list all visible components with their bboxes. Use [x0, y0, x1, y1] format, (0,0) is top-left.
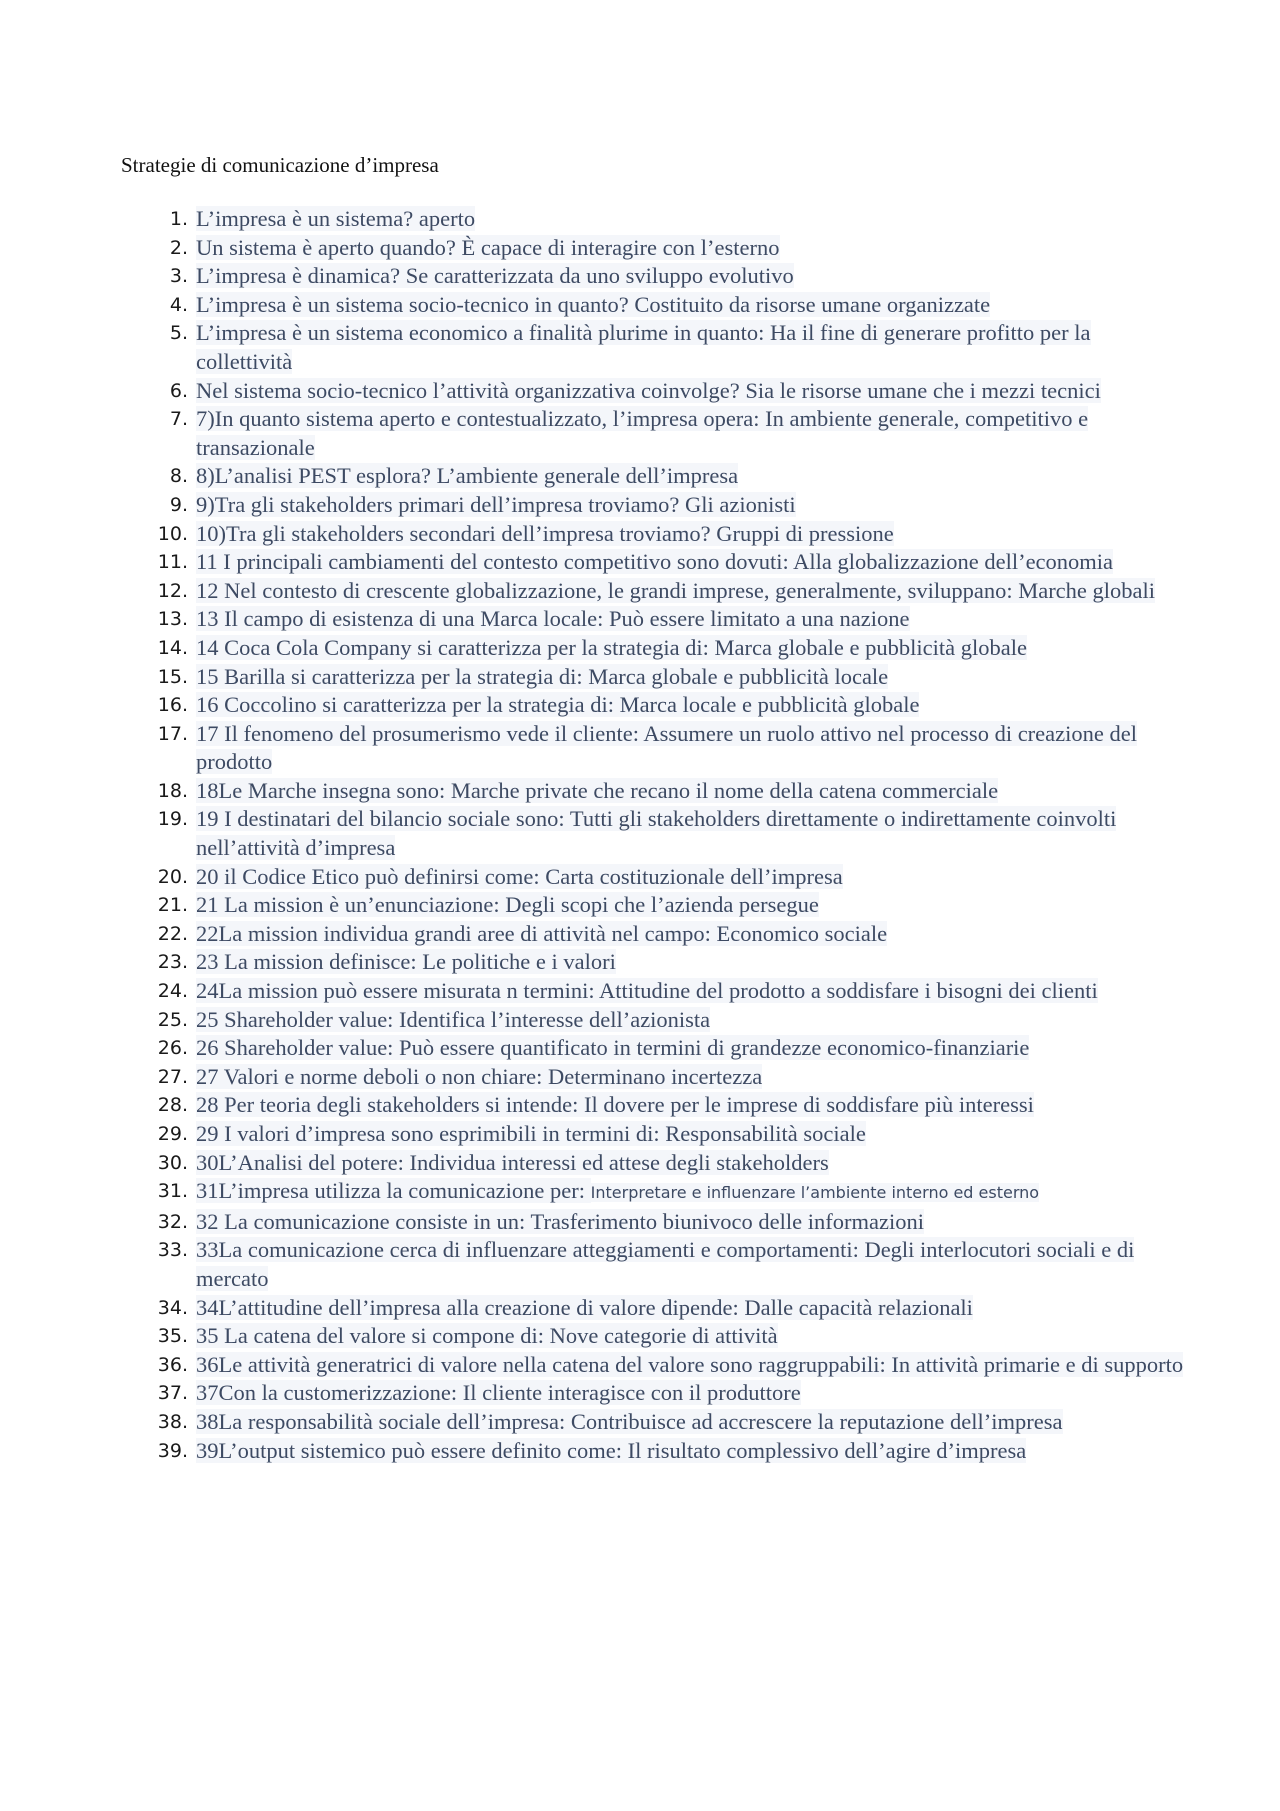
list-item — [121, 605, 1201, 634]
list-item-text — [196, 262, 1186, 291]
list-item-text-body: 27 Valori e norme deboli o non chiare: Determinano incertezza — [196, 1063, 763, 1089]
list-item-number: 15. — [157, 665, 188, 688]
list-item — [121, 691, 1201, 720]
list-item-number: 22. — [157, 922, 188, 945]
list-item-number: 20. — [157, 865, 188, 888]
list-item — [121, 291, 1201, 320]
list-item — [121, 1236, 1201, 1293]
list-item — [121, 1063, 1201, 1092]
list-item-text-body: L’impresa è un sistema economico a finalità plurime in quanto: Ha il fine di generare profitto per la collettività — [196, 320, 1091, 374]
list-item-text — [196, 1236, 1186, 1293]
list-item-text-body: 36Le attività generatrici di valore nella catena del valore sono raggruppabili: In attività primarie e di supporto — [196, 1351, 1184, 1377]
list-item — [121, 1208, 1201, 1237]
list-item — [121, 405, 1201, 462]
list-item-text-small: Interpretare e influenzare l’ambiente interno ed esterno — [590, 1183, 1040, 1203]
list-item-text — [196, 1379, 1186, 1408]
list-item — [121, 462, 1201, 491]
list-item-text — [196, 777, 1186, 806]
list-item — [121, 1177, 1201, 1208]
list-item-text — [196, 634, 1186, 663]
list-item-number: 5. — [169, 322, 188, 345]
list-item-text-body: 15 Barilla si caratterizza per la strategia di: Marca globale e pubblicità locale — [196, 663, 889, 689]
list-item — [121, 891, 1201, 920]
list-item-number: 1. — [169, 208, 188, 230]
list-item-number: 11. — [157, 551, 188, 574]
list-item — [121, 920, 1201, 949]
list-item-text-body: 18Le Marche insegna sono: Marche private che recano il nome della catena commerciale — [196, 777, 999, 803]
list-item-text — [196, 863, 1186, 892]
list-item — [121, 1437, 1201, 1466]
list-item-text-body: 11 I principali cambiamenti del contesto competitivo sono dovuti: Alla globalizzazione dell’economia — [196, 549, 1114, 575]
list-item — [121, 948, 1201, 977]
list-item-text — [196, 319, 1186, 376]
list-item-text — [196, 1351, 1186, 1380]
list-item-number: 18. — [157, 779, 188, 802]
list-item-text — [196, 291, 1186, 320]
list-item — [121, 234, 1201, 263]
list-item-number: 26. — [157, 1037, 188, 1060]
list-item-text — [196, 663, 1186, 692]
list-item-text-body: 13 Il campo di esistenza di una Marca locale: Può essere limitato a una nazione — [196, 606, 910, 632]
list-item — [121, 377, 1201, 406]
list-item-number: 23. — [157, 951, 188, 974]
list-item-text-body: L’impresa è dinamica? Se caratterizzata da uno sviluppo evolutivo — [196, 263, 794, 289]
list-item-text-body: 17 Il fenomeno del prosumerismo vede il cliente: Assumere un ruolo attivo nel processo di creazione del prodotto — [196, 720, 1137, 775]
page-title: Strategie di comunicazione d’impresa — [121, 153, 439, 177]
list-item-text — [196, 1437, 1186, 1466]
list-item-number: 38. — [157, 1410, 188, 1433]
list-item — [121, 1091, 1201, 1120]
list-item-text-body: 19 I destinatari del bilancio sociale sono: Tutti gli stakeholders direttamente o indirettamente coinvolti nell’attività d’impresa — [196, 806, 1117, 861]
list-item-text — [196, 234, 1186, 263]
list-item-number: 14. — [157, 636, 188, 659]
list-item-text — [196, 577, 1186, 606]
list-item — [121, 777, 1201, 806]
list-item-text-body: 26 Shareholder value: Può essere quantificato in termini di grandezze economico-finanziarie — [196, 1035, 1030, 1061]
list-item — [121, 1294, 1201, 1323]
list-item-number: 10. — [157, 522, 188, 545]
list-item-number: 12. — [157, 579, 188, 602]
list-item — [121, 720, 1201, 777]
list-item-number: 37. — [157, 1382, 188, 1405]
list-item-number: 8. — [169, 465, 188, 488]
list-item-number: 25. — [157, 1008, 188, 1031]
list-item-text — [196, 1006, 1186, 1035]
list-item-text-body: 28 Per teoria degli stakeholders si intende: Il dovere per le imprese di soddisfare più interessi — [196, 1092, 1034, 1118]
list-item-number: 33. — [157, 1239, 188, 1262]
list-item-text-body: 38La responsabilità sociale dell’impresa: Contribuisce ad accrescere la reputazione dell’impresa — [196, 1408, 1063, 1434]
list-item-text-body: 9)Tra gli stakeholders primari dell’impresa troviamo? Gli azionisti — [196, 491, 796, 517]
list-item-text-body: 8)L’analisi PEST esplora? L’ambiente generale dell’impresa — [196, 463, 739, 489]
list-item — [121, 1120, 1201, 1149]
list-item-text — [196, 891, 1186, 920]
list-item — [121, 205, 1201, 234]
list-item — [121, 548, 1201, 577]
list-item-number: 36. — [157, 1353, 188, 1376]
list-item-text-body: 37Con la customerizzazione: Il cliente interagisce con il produttore — [196, 1380, 801, 1406]
list-item-text — [196, 1177, 1186, 1208]
list-item — [121, 634, 1201, 663]
list-item-number: 21. — [157, 894, 188, 917]
list-item-number: 28. — [157, 1094, 188, 1117]
list-item — [121, 1408, 1201, 1437]
list-item-text — [196, 205, 1186, 234]
list-item-text-body: 39L’output sistemico può essere definito come: Il risultato complessivo dell’agire d’impresa — [196, 1437, 1027, 1463]
list-item-number: 34. — [157, 1296, 188, 1319]
list-item — [121, 1351, 1201, 1380]
list-item-text — [196, 977, 1186, 1006]
list-item-text — [196, 805, 1186, 862]
list-item-text-body: Nel sistema socio-tecnico l’attività organizzativa coinvolge? Sia le risorse umane che i mezzi tecnici — [196, 377, 1101, 403]
list-item-text — [196, 520, 1186, 549]
list-item-text-body: 31L’impresa utilizza la comunicazione per: — [196, 1178, 591, 1204]
list-item-number: 16. — [157, 694, 188, 717]
list-item-text-body: 25 Shareholder value: Identifica l’interesse dell’azionista — [196, 1006, 711, 1032]
list-item-text — [196, 405, 1186, 462]
list-item-text-body: 14 Coca Cola Company si caratterizza per la strategia di: Marca globale e pubblicità globale — [196, 634, 1027, 660]
list-item-text — [196, 548, 1186, 577]
list-item-text-body: 23 La mission definisce: Le politiche e i valori — [196, 949, 616, 975]
list-item — [121, 319, 1201, 376]
list-item-number: 3. — [169, 265, 188, 288]
list-item-text — [196, 1408, 1186, 1437]
list-item-number: 4. — [169, 293, 188, 316]
list-item — [121, 863, 1201, 892]
list-item-number: 17. — [157, 722, 188, 745]
list-item-text-body: 30L’Analisi del potere: Individua interessi ed attese degli stakeholders — [196, 1149, 829, 1175]
list-item — [121, 805, 1201, 862]
list-item-text-body: 33La comunicazione cerca di influenzare atteggiamenti e comportamenti: Degli interlocutori sociali e di mercato — [196, 1237, 1135, 1291]
list-item-number: 6. — [169, 379, 188, 402]
list-item-number: 9. — [169, 493, 188, 516]
list-item-text — [196, 720, 1186, 777]
list-item-text — [196, 462, 1186, 491]
list-item — [121, 1379, 1201, 1408]
list-item-text — [196, 920, 1186, 949]
list-item-text-body: 35 La catena del valore si compone di: Nove categorie di attività — [196, 1323, 778, 1349]
list-item — [121, 977, 1201, 1006]
list-item-text — [196, 1322, 1186, 1351]
list-item-text — [196, 948, 1186, 977]
list-item-text-body: L’impresa è un sistema? aperto — [196, 206, 476, 231]
list-item-number: 35. — [157, 1325, 188, 1348]
list-item-text-body: 34L’attitudine dell’impresa alla creazione di valore dipende: Dalle capacità relazionali — [196, 1294, 973, 1320]
list-item-number: 32. — [157, 1210, 188, 1233]
list-item-text-body: L’impresa è un sistema socio-tecnico in quanto? Costituito da risorse umane organizzate — [196, 291, 991, 317]
list-item — [121, 262, 1201, 291]
list-item-text — [196, 1063, 1186, 1092]
list-item-number: 2. — [169, 236, 188, 259]
list-item-text-body: 10)Tra gli stakeholders secondari dell’impresa troviamo? Gruppi di pressione — [196, 520, 894, 546]
list-item — [121, 1149, 1201, 1178]
list-item-text — [196, 691, 1186, 720]
list-item — [121, 1322, 1201, 1351]
list-item-text-body: 12 Nel contesto di crescente globalizzazione, le grandi imprese, generalmente, sviluppano: Marche globali — [196, 577, 1156, 603]
question-list — [121, 205, 1201, 1465]
list-item-text-body: 7)In quanto sistema aperto e contestualizzato, l’impresa opera: In ambiente generale, competitivo e transazionale — [196, 406, 1089, 460]
list-item-text-body: 24La mission può essere misurata n termini: Attitudine del prodotto a soddisfare i bisogni dei clienti — [196, 978, 1098, 1004]
list-item-text — [196, 1120, 1186, 1149]
list-item — [121, 520, 1201, 549]
list-item-number: 31. — [157, 1180, 188, 1203]
list-item — [121, 663, 1201, 692]
list-item — [121, 1034, 1201, 1063]
list-item-text-body: 22La mission individua grandi aree di attività nel campo: Economico sociale — [196, 920, 888, 946]
list-item — [121, 1006, 1201, 1035]
list-item-text-body: 20 il Codice Etico può definirsi come: Carta costituzionale dell’impresa — [196, 863, 843, 889]
list-item-text — [196, 1208, 1186, 1237]
list-item-number: 29. — [157, 1123, 188, 1145]
list-item — [121, 577, 1201, 606]
list-item-text — [196, 1034, 1186, 1063]
list-item-text — [196, 1091, 1186, 1120]
list-item-text-body: Un sistema è aperto quando? È capace di interagire con l’esterno — [196, 234, 780, 260]
list-item-number: 27. — [157, 1065, 188, 1088]
list-item-number: 39. — [157, 1439, 188, 1462]
list-item-text-body: 21 La mission è un’enunciazione: Degli scopi che l’azienda persegue — [196, 892, 819, 918]
list-item-text — [196, 605, 1186, 634]
list-item-number: 30. — [157, 1151, 188, 1174]
list-item-text-body: 32 La comunicazione consiste in un: Trasferimento biunivoco delle informazioni — [196, 1208, 924, 1234]
list-item-number: 13. — [157, 608, 188, 631]
list-item-text — [196, 1149, 1186, 1178]
list-item — [121, 491, 1201, 520]
list-item-text-body: 16 Coccolino si caratterizza per la strategia di: Marca locale e pubblicità globale — [196, 692, 920, 718]
list-item-text — [196, 1294, 1186, 1323]
list-item-text — [196, 491, 1186, 520]
list-item-number: 19. — [157, 808, 188, 831]
list-item-number: 24. — [157, 980, 188, 1003]
list-item-text-body: 29 I valori d’impresa sono esprimibili in termini di: Responsabilità sociale — [196, 1121, 866, 1146]
list-item-number: 7. — [169, 408, 188, 431]
list-item-text — [196, 377, 1186, 406]
